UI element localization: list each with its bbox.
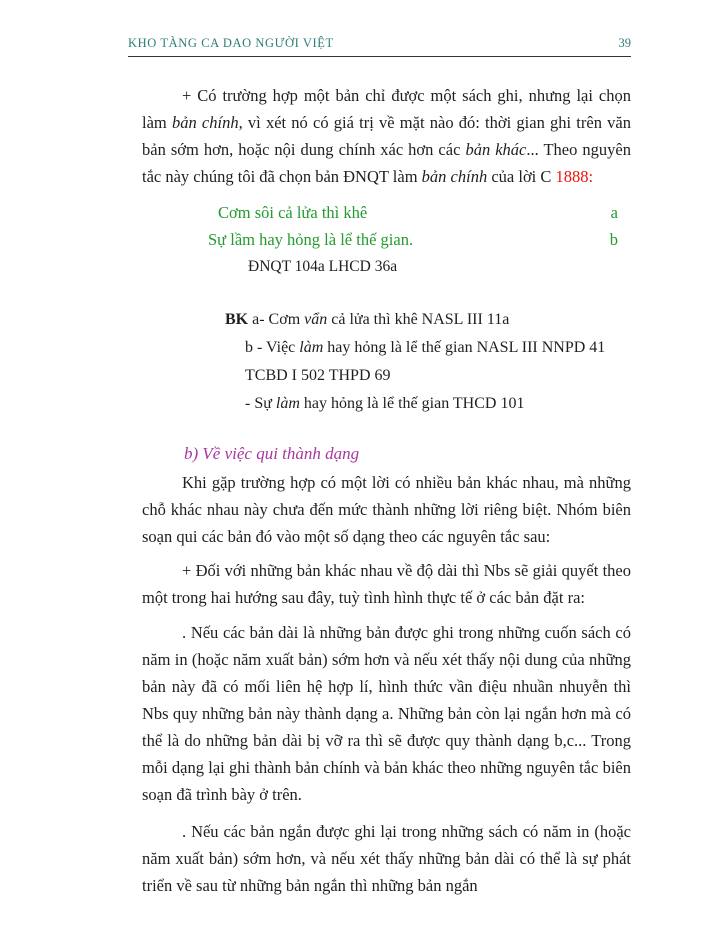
verse-number-red: 1888: — [555, 167, 594, 186]
bk-line — [245, 362, 631, 390]
italic-run: làm — [275, 395, 300, 412]
bk-label: BK — [225, 311, 249, 328]
paragraph-length-rule: + Đối với những bản khác nhau về độ dài thì Nbs sẽ giải quyết theo một trong hai hướng sau đây, tuỳ tình hình thực tế ở các bản đặt ra: — [142, 561, 631, 607]
text-run: b - Việc — [245, 339, 300, 356]
verse-source: ĐNQT 104a LHCD 36a — [248, 258, 398, 275]
text-run: TCBD I 502 THPD 69 — [245, 367, 391, 384]
text-run: hay hỏng là lể thế gian NASL III NNPD 41 — [323, 339, 606, 356]
verse-label-a: a — [610, 203, 618, 222]
verse-label-b: b — [609, 230, 618, 249]
text-run: - Sự — [245, 395, 276, 412]
italic-run: vẩn — [304, 311, 328, 328]
bk-line — [245, 390, 631, 418]
italic-run: làm — [299, 339, 324, 356]
paragraph-rules-intro: Khi gặp trường hợp có một lời có nhiều bản khác nhau, mà những chỗ khác nhau này chưa đến mức thành những lời riêng biệt. Nhóm biên soạn qui các bản đó vào một số dạng theo các nguyên tắc sau: — [142, 473, 631, 546]
running-title: KHO TÀNG CA DAO NGƯỜI VIỆT — [128, 36, 334, 50]
text-run: , vì xét nó có giá trị về mặt nào đó: thời gian ghi trên văn bản sớm hơn, hoặc nội dung chính xác hơn các — [142, 113, 631, 159]
verse-line-b — [128, 226, 631, 253]
verse-text: Cơm sôi cả lửa thì khê — [218, 203, 368, 222]
verse-line-a — [128, 199, 631, 226]
text-run: cả lửa thì khê NASL III 11a — [327, 311, 510, 328]
paragraph-intro — [128, 82, 631, 190]
paragraph-short-versions: . Nếu các bản ngắn được ghi lại trong những sách có năm in (hoặc năm xuất bản) sớm hơn, và nếu xét thấy những bản dài có thể là sự phát triển về sau từ những bản ngắn thì những bản ngắn — [142, 822, 631, 895]
text-run: ... Theo nguyên tắc này chúng tôi đã chọn bản ĐNQT làm — [142, 140, 631, 186]
bk-line — [245, 334, 631, 362]
italic-run: bản khác — [465, 140, 527, 159]
italic-run: bản chính — [421, 167, 488, 186]
text-run: a- Cơm — [248, 311, 305, 328]
text-run: của lời C — [487, 167, 556, 186]
page-number: 39 — [618, 36, 631, 50]
variant-notes-block — [128, 306, 631, 418]
verse-text: Sự lầm hay hỏng là lể thế gian. — [208, 230, 414, 249]
page-header — [128, 36, 631, 57]
paragraph-long-versions: . Nếu các bản dài là những bản được ghi trong những cuốn sách có năm in (hoặc năm xuất bản) sớm hơn và nếu xét thấy nội dung của những bản này đã có mối liên hệ hợp lí, hình thức vần điệu nhuần nhuyễn thì Nbs quy những bản này thành dạng a. Những bản còn lại ngắn hơn mà có thể là do những bản dài bị vỡ ra thì sẽ được quy thành dạng b,c... Trong mỗi dạng lại ghi thành bản chính và bản khác theo những nguyên tắc biên soạn đã trình bày ở trên. — [142, 623, 631, 804]
section-heading: b) Về việc qui thành dạng — [184, 444, 360, 463]
bk-line — [225, 306, 631, 334]
text-run: + Có trường hợp một bản chỉ được một sách ghi, nhưng lại chọn làm — [142, 86, 631, 132]
page-content — [128, 36, 631, 899]
text-run: hay hỏng là lể thế gian THCD 101 — [299, 395, 525, 412]
verse-block — [128, 199, 631, 280]
italic-run: bản chính — [171, 113, 239, 132]
